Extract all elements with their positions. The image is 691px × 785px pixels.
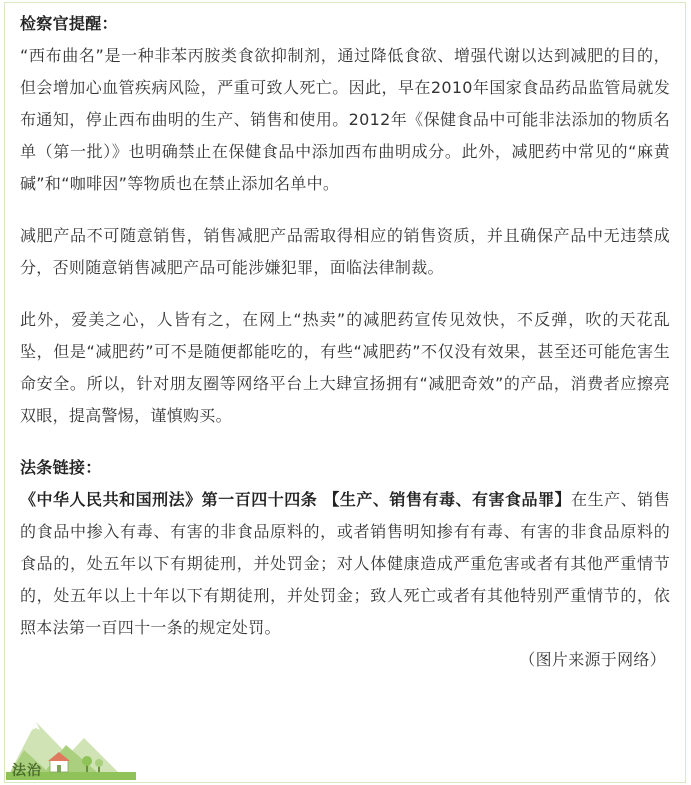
paragraph-sales-qualification: 减肥产品不可随意销售，销售减肥产品需取得相应的销售资质，并且确保产品中无违禁成分，否则随意销售减肥产品可能涉嫌犯罪，面临法律制裁。 [20,226,670,277]
law-article-body: 在生产、销售的食品中掺入有毒、有害的非食品原料的，或者销售明知掺有有毒、有害的非食品原料的食品的，处五年以下有期徒刑，并处罚金；对人体健康造成严重危害或者有其他严重情节的，处五年以上十年以下有期徒刑，并处罚金；致人死亡或者有其他特别严重情节的，依照本法第一百四十一条的规定处罚。 [20,490,670,637]
law-article-paragraph [20,484,670,644]
prosecutor-reminder-heading: 检察官提醒： [20,14,118,33]
paragraph-consumer-warning: 此外，爱美之心，人皆有之，在网上“热卖”的减肥药宣传见效快，不反弹，吹的天花乱坠，但是“减肥药”可不是随便都能吃的，有些“减肥药”不仅没有效果，甚至还可能危害生命安全。所以，针对朋友圈等网络平台上大肆宣扬拥有“减肥奇效”的产品，消费者应擦亮双眼，提高警惕，谨慎购买。 [20,310,670,425]
corner-logo-text: 法治 [12,763,42,779]
paragraph-sibutramine: “西布曲名”是一种非苯丙胺类食欲抑制剂，通过降低食欲、增强代谢以达到减肥的目的，但会增加心血管疾病风险，严重可致人死亡。因此，早在2010年国家食品药品监管局就发布通知，停止西布曲明的生产、销售和使用。2012年《保健食品中可能非法添加的物质名单（第一批）》也明确禁止在保健食品中添加西布曲明成分。此外，减肥药中常见的“麻黄碱”和“咖啡因”等物质也在禁止添加名单中。 [20,46,670,193]
article-content [20,8,670,676]
law-article-title: 《中华人民共和国刑法》第一百四十四条 【生产、销售有毒、有害食品罪】 [20,490,572,509]
image-source-note: （图片来源于网络） [519,650,666,669]
law-link-heading: 法条链接： [20,458,102,477]
